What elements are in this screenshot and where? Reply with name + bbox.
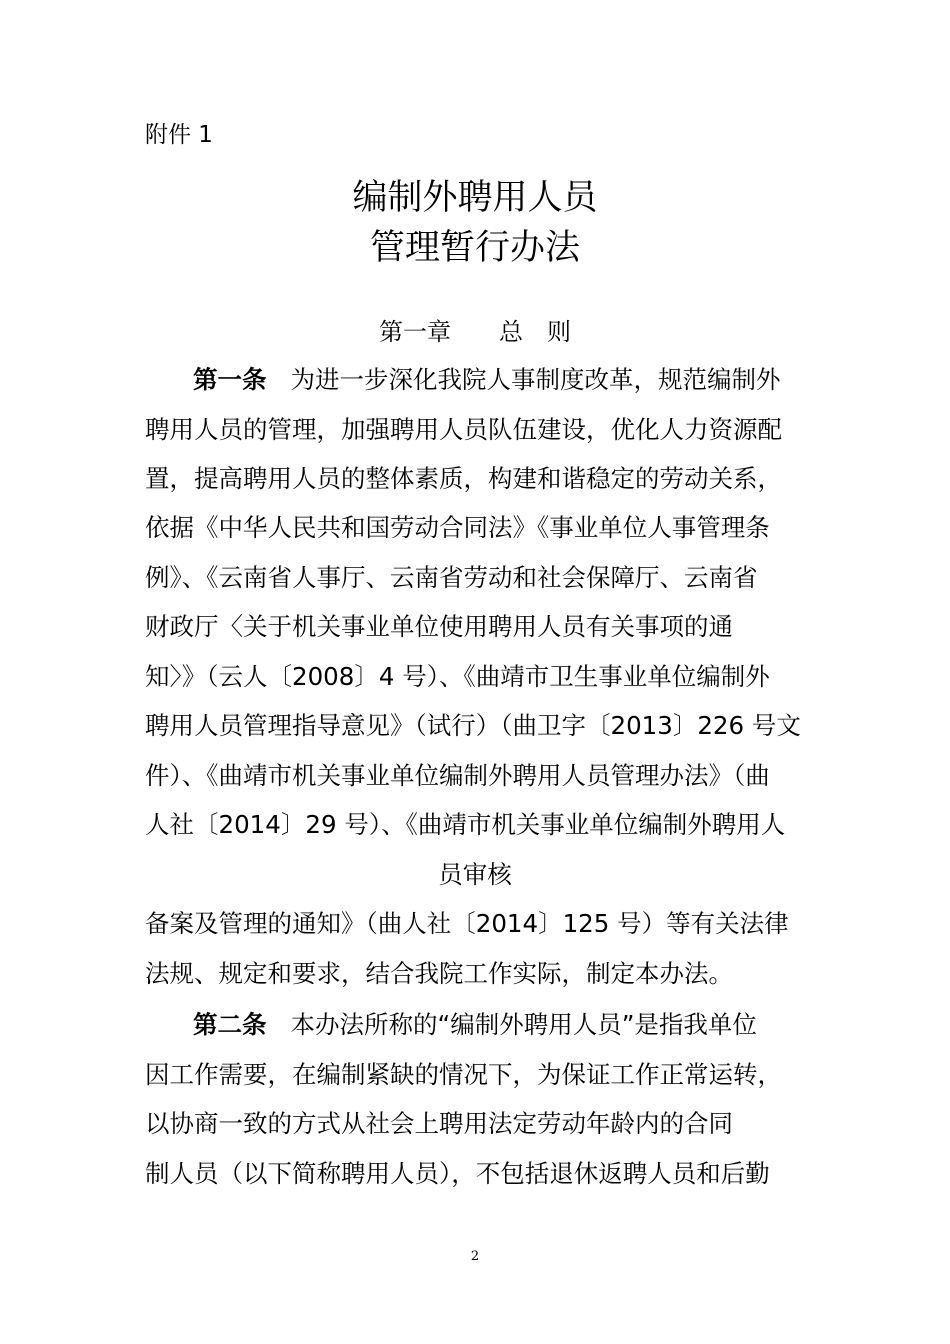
document-title-line-2: 管理暂行办法 (369, 228, 580, 268)
document-title-line-1: 编制外聘用人员 (352, 178, 598, 218)
article-1-line-7: 知〉》（云人〔2008〕4 号）、《曲靖市卫生事业单位编制外 (145, 662, 770, 691)
article-1-line-1 (193, 362, 810, 398)
article-2-line-2: 因工作需要，在编制紧缺的情况下，为保证工作正常运转， (145, 1060, 782, 1089)
article-1-text: 为进一步深化我院人事制度改革，规范编制外 (290, 365, 781, 394)
article-1-line-6: 财政厅〈关于机关事业单位使用聘用人员有关事项的通 (145, 612, 733, 641)
chapter-heading: 第一章 总 则 (379, 318, 571, 346)
article-1-line-12: 备案及管理的通知》（曲人社〔2014〕125 号）等有关法律 (145, 909, 789, 938)
article-2-line-1 (193, 1007, 810, 1043)
article-1-line-11: 员审核 (438, 860, 512, 889)
article-1-line-8: 聘用人员管理指导意见》（试行）（曲卫字〔2013〕226 号文 (145, 711, 801, 740)
article-1-label: 第一条 (193, 365, 267, 394)
attachment-label: 附件 1 (145, 122, 213, 148)
article-2-line-4: 制人员（以下简称聘用人员），不包括退休返聘人员和后勤 (145, 1159, 770, 1188)
article-1-line-2: 聘用人员的管理，加强聘用人员队伍建设，优化人力资源配 (145, 415, 782, 444)
article-1-line-10: 人社〔2014〕29 号）、《曲靖市机关事业单位编制外聘用人 (145, 810, 786, 839)
article-2-text: 本办法所称的“编制外聘用人员”是指我单位 (290, 1010, 757, 1039)
article-2-label: 第二条 (193, 1010, 267, 1039)
article-1-line-13: 法规、规定和要求，结合我院工作实际，制定本办法。 (145, 959, 733, 988)
article-2-line-3: 以协商一致的方式从社会上聘用法定劳动年龄内的合同 (145, 1109, 733, 1138)
page-number: 2 (470, 1249, 480, 1264)
article-1-line-3: 置，提高聘用人员的整体素质，构建和谐稳定的劳动关系， (145, 464, 782, 493)
article-1-line-9: 件）、《曲靖市机关事业单位编制外聘用人员管理办法》（曲 (145, 761, 770, 790)
article-1-line-5: 例》、《云南省人事厅、云南省劳动和社会保障厅、云南省 (145, 563, 758, 592)
article-1-line-4: 依据《中华人民共和国劳动合同法》《事业单位人事管理条 (145, 513, 770, 542)
